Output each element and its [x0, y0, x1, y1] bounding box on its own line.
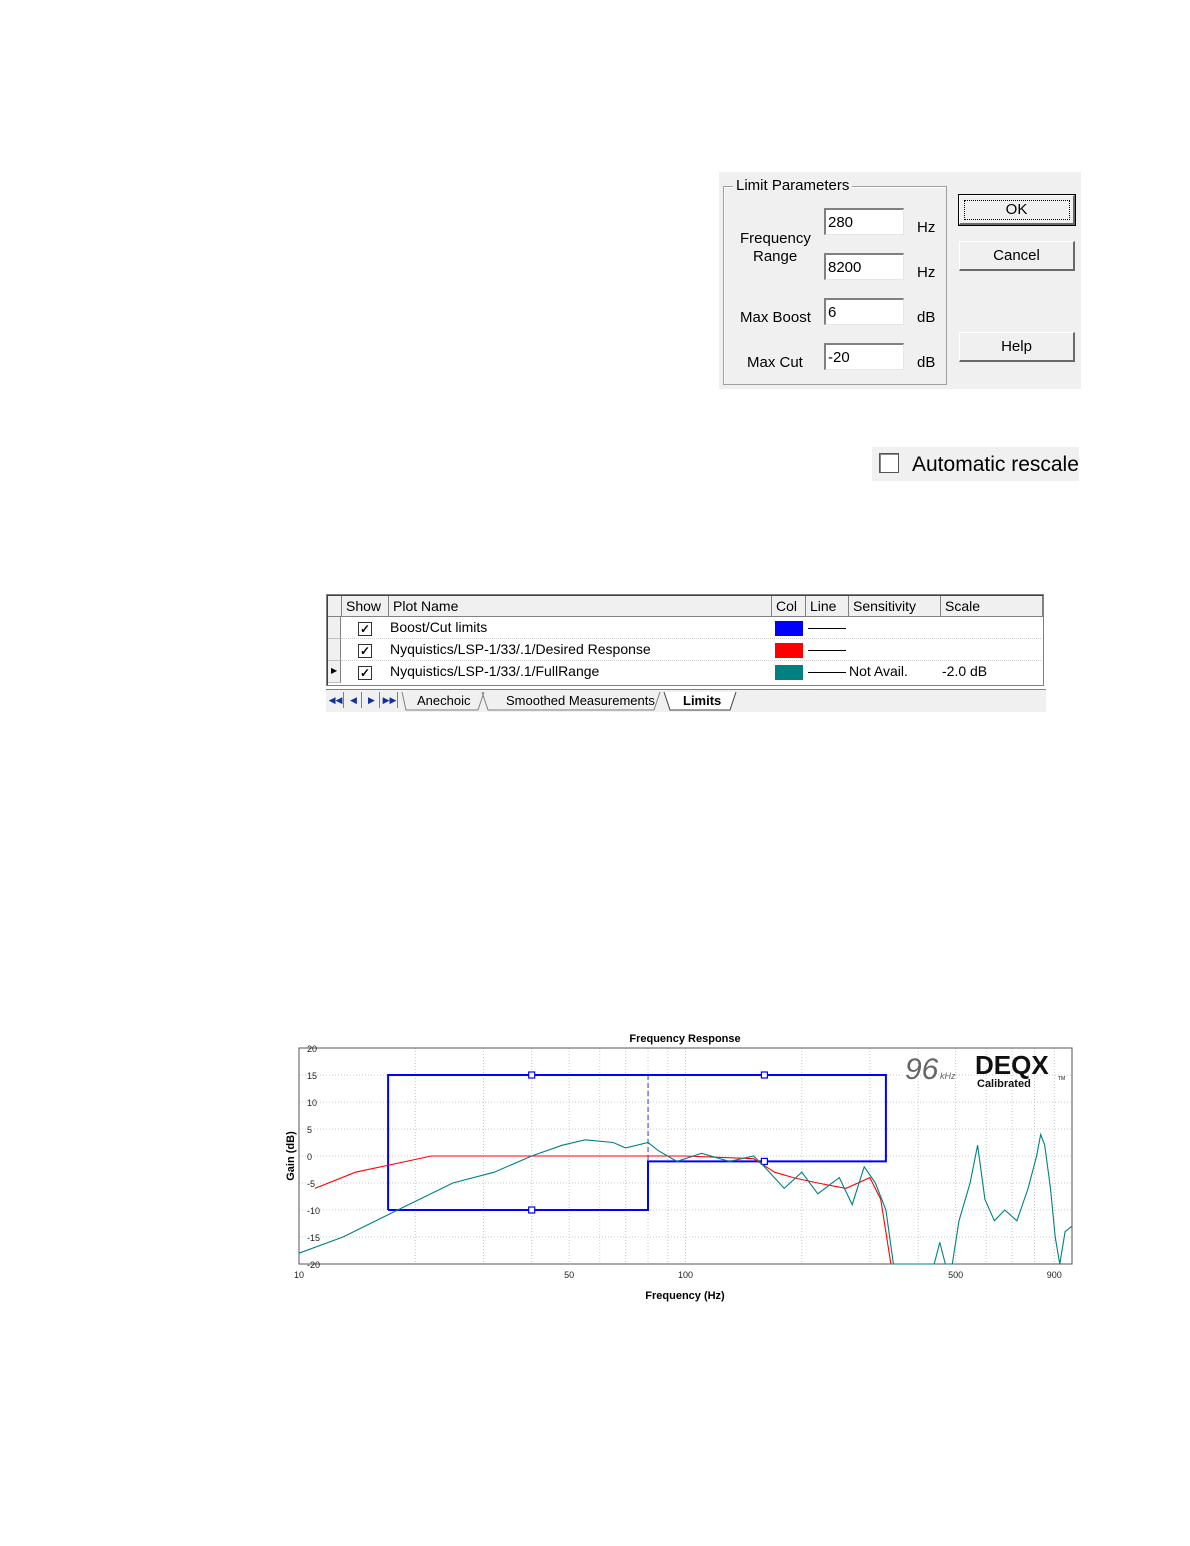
logo-rate: 96: [905, 1053, 939, 1086]
y-tick-label: -20: [307, 1260, 321, 1270]
logo-tm: TM: [1058, 1076, 1066, 1082]
limit-parameters-dialog: [719, 172, 1081, 389]
sensitivity-value: Not Avail.: [849, 663, 908, 679]
line-style[interactable]: [808, 628, 846, 629]
scale-value[interactable]: -2.0 dB: [942, 663, 988, 679]
hz-unit-low: Hz: [917, 219, 936, 236]
automatic-rescale[interactable]: [872, 447, 1079, 481]
x-tick-label: 900: [1046, 1270, 1062, 1280]
col-header-show[interactable]: Show: [342, 596, 389, 617]
freq-high-input[interactable]: [824, 253, 904, 280]
range-label: Range: [753, 248, 798, 265]
freq-low-input[interactable]: [824, 208, 904, 235]
y-tick-label: -5: [307, 1179, 316, 1189]
row-selector[interactable]: [328, 617, 341, 639]
max-boost-input[interactable]: [824, 298, 904, 325]
series-line: [388, 1075, 886, 1210]
max-cut-input[interactable]: [824, 343, 904, 370]
y-tick-label: 10: [307, 1098, 318, 1108]
next-tab-icon[interactable]: ▶: [364, 692, 380, 708]
db-unit-boost: dB: [917, 309, 936, 326]
limit-handle: [529, 1072, 535, 1078]
col-header-scale[interactable]: Scale: [941, 596, 1043, 617]
sheet-tab-bar: [326, 689, 1046, 712]
y-tick-label: 15: [307, 1071, 318, 1081]
logo-subtitle: Calibrated: [977, 1078, 1031, 1090]
plot-name: Nyquistics/LSP-1/33/.1/Desired Response: [390, 641, 651, 657]
limit-handle: [529, 1207, 535, 1213]
tab-anechoic[interactable]: Anechoic: [417, 693, 471, 708]
color-swatch[interactable]: [775, 665, 803, 680]
db-unit-cut: dB: [917, 354, 936, 371]
max-boost-label: Max Boost: [740, 309, 811, 326]
line-style[interactable]: [808, 672, 846, 673]
hz-unit-high: Hz: [917, 264, 936, 281]
first-tab-icon[interactable]: ◀◀: [328, 692, 344, 708]
ok-button[interactable]: [959, 195, 1075, 225]
col-header-sensitivity[interactable]: Sensitivity: [849, 596, 941, 617]
row-selector[interactable]: [328, 639, 341, 661]
col-header-plot-name[interactable]: Plot Name: [389, 596, 772, 617]
show-checkbox[interactable]: ✓: [359, 666, 371, 680]
logo-rate-unit: kHz: [940, 1071, 956, 1081]
tab-smoothed-measurements[interactable]: Smoothed Measurements: [506, 693, 655, 708]
max-cut-label: Max Cut: [747, 354, 803, 371]
color-swatch[interactable]: [775, 643, 803, 658]
color-swatch[interactable]: [775, 621, 803, 636]
show-checkbox[interactable]: ✓: [359, 622, 371, 636]
x-tick-label: 10: [293, 1270, 305, 1280]
chart-title: Frequency Response: [629, 1033, 741, 1045]
group-title: Limit Parameters: [733, 177, 852, 195]
help-button[interactable]: Help: [959, 332, 1075, 362]
x-axis-label: Frequency (Hz): [645, 1290, 725, 1302]
plot-name: Nyquistics/LSP-1/33/.1/FullRange: [390, 663, 600, 679]
show-checkbox[interactable]: ✓: [359, 644, 371, 658]
automatic-rescale-label: Automatic rescale: [912, 453, 1079, 476]
deqx-logo: [905, 1050, 1065, 1090]
col-header-col[interactable]: Col: [772, 596, 806, 617]
y-tick-label: 20: [307, 1044, 318, 1054]
limit-handle: [761, 1158, 767, 1164]
frequency-label: Frequency: [740, 230, 811, 247]
header-corner: [328, 596, 342, 617]
automatic-rescale-checkbox[interactable]: [879, 453, 899, 473]
limit-handle: [761, 1072, 767, 1078]
logo-brand: DEQX: [975, 1050, 1049, 1080]
x-tick-label: 50: [564, 1270, 575, 1280]
col-header-line[interactable]: Line: [806, 596, 849, 617]
last-tab-icon[interactable]: ▶▶: [382, 692, 398, 708]
cancel-button[interactable]: Cancel: [959, 241, 1075, 271]
x-tick-label: 100: [677, 1270, 694, 1280]
plot-list-grid: [326, 594, 1046, 711]
y-tick-label: -15: [307, 1233, 321, 1243]
x-tick-label: 500: [948, 1270, 964, 1280]
y-tick-label: -10: [307, 1206, 321, 1216]
y-tick-label: 0: [307, 1152, 313, 1162]
tab-limits[interactable]: Limits: [683, 693, 722, 708]
row-selector-current[interactable]: ▶: [328, 661, 341, 683]
y-tick-label: 5: [307, 1125, 313, 1135]
plot-name: Boost/Cut limits: [390, 619, 488, 635]
line-style[interactable]: [808, 650, 846, 651]
ok-button-label: OK: [964, 200, 1070, 220]
y-axis-label: Gain (dB): [285, 1131, 297, 1181]
frequency-response-chart: [280, 1028, 1080, 1308]
prev-tab-icon[interactable]: ◀: [346, 692, 362, 708]
